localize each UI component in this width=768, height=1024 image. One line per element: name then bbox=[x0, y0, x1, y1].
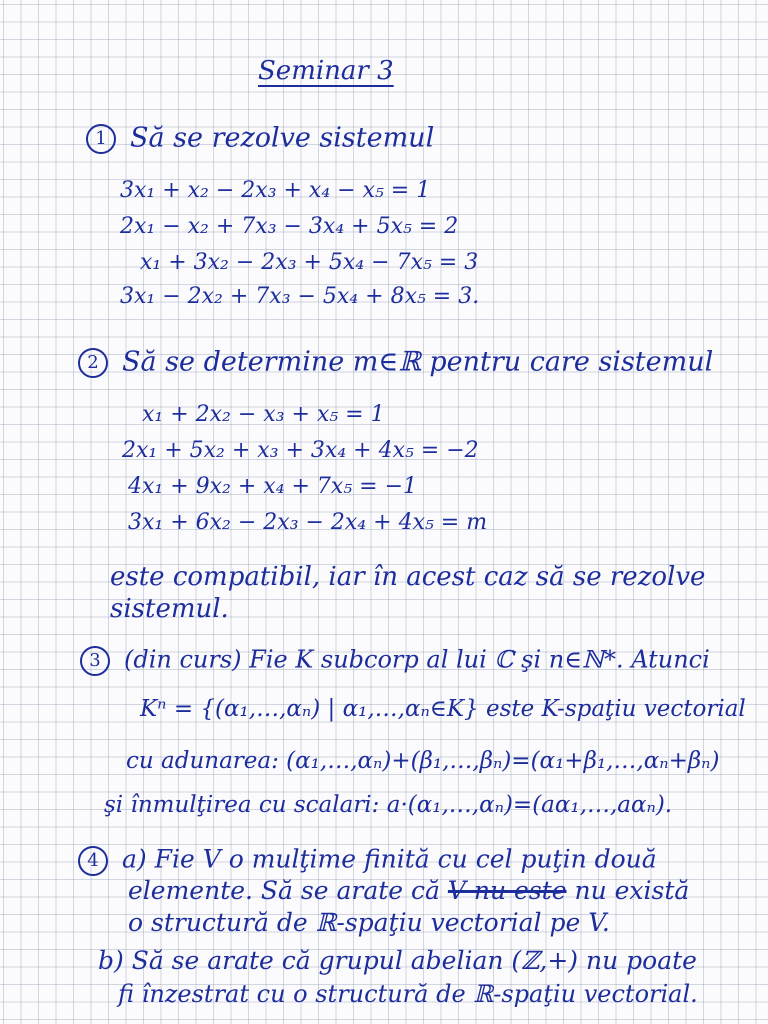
problem-3-line-4: şi înmulţirea cu scalari: a·(α₁,…,αₙ)=(aα₁,…,aαₙ). bbox=[104, 792, 673, 818]
problem-number-1: 1 bbox=[86, 124, 116, 154]
problem-number-3: 3 bbox=[80, 646, 110, 676]
problem-3-header bbox=[80, 646, 710, 676]
problem-3-line-3: cu adunarea: (α₁,…,αₙ)+(β₁,…,βₙ)=(α₁+β₁,…,αₙ+βₙ) bbox=[126, 748, 720, 774]
p2-equation-1: x₁ + 2x₂ − x₃ + x₅ = 1 bbox=[142, 402, 385, 427]
problem-1-header bbox=[86, 124, 434, 154]
problem-4-b-line-1: b) Să se arate că grupul abelian (ℤ,+) nu poate bbox=[98, 946, 697, 975]
p2-equation-4: 3x₁ + 6x₂ − 2x₃ − 2x₄ + 4x₅ = m bbox=[128, 510, 488, 535]
p2-footer-line-2: sistemul. bbox=[110, 594, 229, 624]
p4-a-line-2-end: nu există bbox=[574, 876, 690, 905]
problem-1-text: Să se rezolve sistemul bbox=[130, 122, 435, 154]
problem-number-4: 4 bbox=[78, 846, 108, 876]
problem-4-a-line-2 bbox=[128, 878, 689, 903]
problem-2-text: Să se determine m∈ℝ pentru care sistemul bbox=[122, 346, 714, 378]
problem-4-b-line-2: fi înzestrat cu o structură de ℝ-spaţiu vectorial. bbox=[118, 980, 698, 1008]
page-title: Seminar 3 bbox=[258, 56, 394, 86]
p1-equation-1: 3x₁ + x₂ − 2x₃ + x₄ − x₅ = 1 bbox=[120, 178, 431, 203]
p2-footer-line-1: este compatibil, iar în acest caz să se rezolve bbox=[110, 562, 706, 592]
problem-4-a-line-3: o structură de ℝ-spaţiu vectorial pe V. bbox=[128, 908, 610, 937]
problem-4-header bbox=[78, 846, 657, 876]
p1-equation-3: x₁ + 3x₂ − 2x₃ + 5x₄ − 7x₅ = 3 bbox=[140, 250, 479, 275]
p2-equation-2: 2x₁ + 5x₂ + x₃ + 3x₄ + 4x₅ = −2 bbox=[122, 438, 479, 463]
p1-equation-4: 3x₁ − 2x₂ + 7x₃ − 5x₄ + 8x₅ = 3. bbox=[120, 284, 480, 309]
problem-2-header bbox=[78, 348, 713, 378]
p1-equation-2: 2x₁ − x₂ + 7x₃ − 3x₄ + 5x₅ = 2 bbox=[120, 214, 459, 239]
problem-3-line-1: (din curs) Fie K subcorp al lui ℂ şi n∈ℕ*. Atunci bbox=[124, 645, 710, 674]
problem-number-2: 2 bbox=[78, 348, 108, 378]
problem-3-line-2: Kⁿ = {(α₁,…,αₙ) | α₁,…,αₙ∈K} este K-spaţiu vectorial bbox=[140, 696, 746, 722]
problem-4-a-line-1: a) Fie V o mulţime finită cu cel puţin două bbox=[122, 844, 657, 874]
p4-a-line-2-start: elemente. Să se arate că bbox=[128, 876, 440, 905]
crossed-out-text: V nu este bbox=[447, 876, 567, 905]
p2-equation-3: 4x₁ + 9x₂ + x₄ + 7x₅ = −1 bbox=[128, 474, 418, 499]
